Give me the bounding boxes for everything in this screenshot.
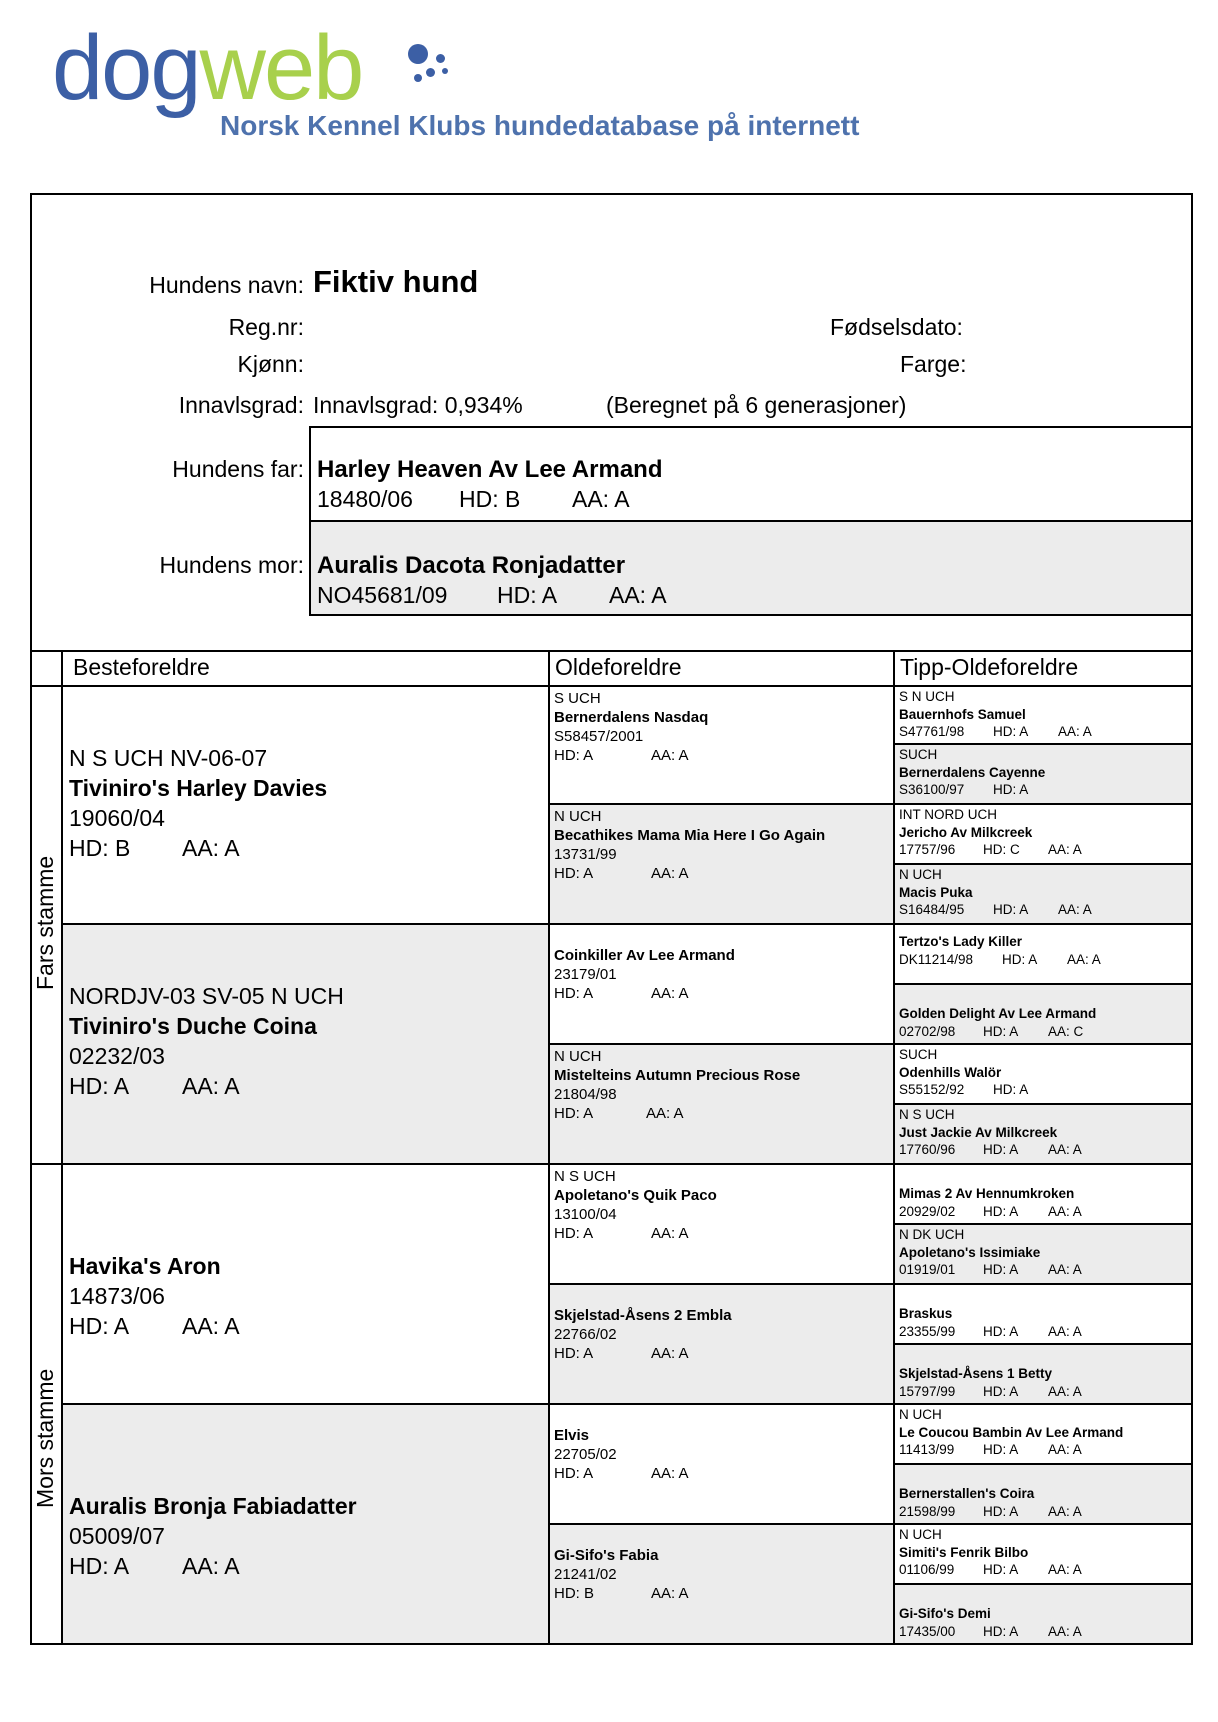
- grandparent-aa: AA: A: [182, 835, 240, 861]
- great2-hd: HD: A: [1002, 951, 1038, 967]
- grandparent-aa: AA: A: [182, 1553, 240, 1579]
- dam-hd: HD: A: [497, 582, 558, 608]
- great2-name: Bauernhofs Samuel: [899, 706, 1026, 722]
- great-title: N S UCH: [554, 1168, 616, 1185]
- sex-label: Kjønn:: [237, 351, 304, 377]
- great-grandparent-cell: [548, 1283, 895, 1405]
- great2-grandparent-cell: [893, 1163, 1193, 1225]
- inbreeding-value: Innavlsgrad: 0,934%: [313, 392, 523, 418]
- name-label: Hundens navn:: [149, 272, 304, 298]
- great2-grandparent-cell: [893, 1403, 1193, 1465]
- dam-aa: AA: A: [609, 582, 667, 608]
- great-aa: AA: A: [651, 865, 689, 882]
- great-name: Bernerdalens Nasdaq: [554, 709, 709, 726]
- great2-grandparent-cell: [893, 1043, 1193, 1105]
- great2-aa: AA: A: [1048, 842, 1082, 857]
- great2-aa: AA: A: [1048, 1323, 1082, 1339]
- great2-title: S N UCH: [899, 689, 955, 704]
- great-title: S UCH: [554, 690, 601, 707]
- dam-label: Hundens mor:: [159, 552, 304, 578]
- great2-reg: 11413/99: [899, 1442, 955, 1457]
- great2-aa: AA: C: [1048, 1023, 1084, 1039]
- great2-aa: AA: A: [1048, 1562, 1082, 1577]
- grandparent-info: [69, 743, 327, 863]
- logo-wordmark: [52, 17, 363, 119]
- great2-hd: HD: A: [993, 902, 1029, 917]
- great-aa: AA: A: [651, 985, 689, 1002]
- great2-grandparent-cell: [893, 1523, 1193, 1585]
- great2-title: INT NORD UCH: [899, 807, 998, 822]
- great2-reg-row: [899, 1203, 1191, 1221]
- great2-reg: 02702/98: [899, 1023, 956, 1039]
- grandparent-cell: [61, 1403, 550, 1645]
- great2-grandparent-cell: [893, 1583, 1193, 1645]
- logo-web: web: [199, 17, 363, 119]
- grandparent-name: Havika's Aron: [69, 1253, 221, 1279]
- great-reg: 13100/04: [554, 1206, 617, 1223]
- great2-hd: HD: A: [983, 1442, 1019, 1457]
- great-health: [554, 1464, 893, 1483]
- great-grandparent-cell: [548, 1163, 895, 1285]
- great2-hd: HD: A: [993, 1082, 1029, 1097]
- great-health: [554, 746, 893, 765]
- great-reg: 21241/02: [554, 1566, 617, 1583]
- great-health: [554, 1344, 893, 1363]
- great2-reg: S47761/98: [899, 724, 965, 739]
- great2-reg: 01106/99: [899, 1562, 955, 1577]
- great2-grandparent-cell: [893, 1343, 1193, 1405]
- great2-reg: 15797/99: [899, 1383, 956, 1399]
- great-name: Mistelteins Autumn Precious Rose: [554, 1067, 801, 1084]
- great2-hd: HD: A: [983, 1262, 1019, 1277]
- dam-reg: NO45681/09: [317, 582, 448, 608]
- great2-reg-row: [899, 723, 1191, 741]
- great2-aa: AA: A: [1058, 902, 1092, 917]
- great-name: Elvis: [554, 1427, 590, 1444]
- grandparent-title: NORDJV-03 SV-05 N UCH: [69, 983, 344, 1009]
- great2-reg-row: [899, 1261, 1191, 1279]
- great2-title: N UCH: [899, 1527, 942, 1542]
- great2-hd: HD: A: [983, 1383, 1019, 1399]
- great-grandparent-cell: [548, 923, 895, 1045]
- reg-label: Reg.nr:: [228, 314, 304, 340]
- great-grandparent-cell: [548, 685, 895, 805]
- grandparent-name: Tiviniro's Harley Davies: [69, 775, 328, 801]
- header-great: Oldeforeldre: [548, 650, 895, 687]
- logo-dots-icon: [402, 40, 462, 90]
- great2-reg-row: [899, 1503, 1191, 1521]
- grandparent-reg: 19060/04: [69, 805, 165, 831]
- great2-name: Just Jackie Av Milkcreek: [899, 1124, 1058, 1140]
- grandparent-hd: HD: A: [69, 1313, 130, 1339]
- great-hd: HD: A: [554, 1465, 594, 1482]
- great2-grandparent-cell: [893, 803, 1193, 865]
- great2-reg: 20929/02: [899, 1203, 956, 1219]
- great2-grandparent-cell: [893, 1103, 1193, 1165]
- birth-label: Fødselsdato:: [830, 314, 963, 340]
- great-reg: 23179/01: [554, 966, 617, 983]
- logo-dog: dog: [52, 17, 200, 119]
- great2-reg: S36100/97: [899, 782, 965, 797]
- grandparent-health: [69, 833, 327, 863]
- grandparent-cell: [61, 1163, 550, 1405]
- great2-aa: AA: A: [1067, 951, 1101, 967]
- great2-reg-row: [899, 1383, 1191, 1401]
- great2-name: Bernerstallen's Coira: [899, 1486, 1035, 1501]
- great-name: Coinkiller Av Lee Armand: [554, 947, 735, 964]
- grandparent-hd: HD: A: [69, 1553, 130, 1579]
- inbreeding-label: Innavlsgrad:: [178, 392, 304, 418]
- grandparent-cell: [61, 685, 550, 925]
- grandparent-health: [69, 1311, 240, 1341]
- great2-name: Gi-Sifo's Demi: [899, 1606, 991, 1621]
- dam-line-label: Mors stamme: [32, 1368, 58, 1508]
- grandparent-reg: 02232/03: [69, 1043, 165, 1069]
- great2-title: SUCH: [899, 747, 938, 762]
- grandparent-cell: [61, 923, 550, 1165]
- great2-grandparent-cell: [893, 1223, 1193, 1285]
- header-spacer: [30, 650, 63, 687]
- great-grandparent-cell: [548, 1403, 895, 1525]
- great2-reg-row: [899, 1323, 1191, 1341]
- great2-name: Mimas 2 Av Hennumkroken: [899, 1186, 1075, 1201]
- great2-reg: 17757/96: [899, 842, 956, 857]
- great2-reg: S55152/92: [899, 1082, 965, 1097]
- great2-reg-row: [899, 1561, 1191, 1579]
- great-hd: HD: A: [554, 747, 594, 764]
- great-aa: AA: A: [651, 747, 689, 764]
- great2-hd: HD: A: [983, 1562, 1019, 1577]
- grandparent-info: [69, 1251, 240, 1341]
- great2-grandparent-cell: [893, 743, 1193, 805]
- great-health: [554, 1584, 893, 1603]
- great2-reg-row: [899, 1023, 1191, 1041]
- grandparent-aa: AA: A: [182, 1073, 240, 1099]
- sire-label: Hundens far:: [172, 456, 304, 482]
- great-title: N UCH: [554, 1048, 602, 1065]
- great2-aa: AA: A: [1048, 1203, 1082, 1219]
- great2-hd: HD: A: [983, 1323, 1019, 1339]
- great2-title: SUCH: [899, 1047, 938, 1062]
- sire-aa: AA: A: [572, 486, 630, 512]
- grandparent-name: Tiviniro's Duche Coina: [69, 1013, 317, 1039]
- great2-aa: AA: A: [1048, 1503, 1082, 1519]
- great2-reg-row: [899, 1141, 1191, 1159]
- great2-reg-row: [899, 1441, 1191, 1459]
- header-grandparents: Besteforeldre: [61, 650, 550, 687]
- color-label: Farge:: [900, 351, 967, 377]
- great2-aa: AA: A: [1048, 1383, 1082, 1399]
- great-reg: S58457/2001: [554, 728, 644, 745]
- great-hd: HD: A: [554, 1345, 594, 1362]
- great2-hd: HD: A: [983, 1203, 1019, 1219]
- great2-grandparent-cell: [893, 1463, 1193, 1525]
- great-health: [554, 1104, 893, 1123]
- great-health: [554, 984, 893, 1003]
- great-name: Becathikes Mama Mia Here I Go Again: [554, 827, 826, 844]
- great-hd: HD: A: [554, 1105, 594, 1122]
- great2-title: N DK UCH: [899, 1227, 965, 1242]
- grandparent-info: [69, 1491, 357, 1581]
- great2-hd: HD: A: [983, 1142, 1019, 1157]
- great2-name: Golden Delight Av Lee Armand: [899, 1006, 1097, 1021]
- great-aa: AA: A: [651, 1465, 689, 1482]
- great2-reg-row: [899, 1623, 1191, 1641]
- great2-reg-row: [899, 951, 1191, 969]
- header-great2: Tipp-Oldeforeldre: [893, 650, 1193, 687]
- great2-hd: HD: C: [983, 842, 1020, 857]
- great2-hd: HD: A: [983, 1023, 1019, 1039]
- great2-grandparent-cell: [893, 1283, 1193, 1345]
- great-reg: 13731/99: [554, 846, 617, 863]
- great-aa: AA: A: [651, 1345, 689, 1362]
- great-aa: AA: A: [651, 1225, 689, 1242]
- great2-reg: 23355/99: [899, 1323, 956, 1339]
- great2-reg: DK11214/98: [899, 951, 974, 967]
- great2-name: Jericho Av Milkcreek: [899, 824, 1033, 840]
- great2-name: Skjelstad-Åsens 1 Betty: [899, 1366, 1053, 1381]
- sire-hd: HD: B: [459, 486, 521, 512]
- great2-reg: S16484/95: [899, 902, 965, 917]
- great2-name: Bernerdalens Cayenne: [899, 764, 1046, 780]
- great-reg: 22766/02: [554, 1326, 617, 1343]
- great2-reg-row: [899, 781, 1191, 799]
- grandparent-hd: HD: B: [69, 835, 131, 861]
- great2-name: Odenhills Walör: [899, 1064, 1002, 1080]
- grandparent-health: [69, 1071, 344, 1101]
- great-name: Gi-Sifo's Fabia: [554, 1547, 659, 1564]
- great-health: [554, 864, 893, 883]
- great-hd: HD: A: [554, 1225, 594, 1242]
- great2-grandparent-cell: [893, 863, 1193, 925]
- great2-aa: AA: A: [1048, 1623, 1082, 1639]
- grandparent-health: [69, 1551, 357, 1581]
- great2-aa: AA: A: [1048, 1442, 1082, 1457]
- great-reg: 22705/02: [554, 1446, 617, 1463]
- dam-name: Auralis Dacota Ronjadatter: [317, 552, 626, 579]
- grandparent-info: [69, 981, 344, 1101]
- great2-name: Le Coucou Bambin Av Lee Armand: [899, 1424, 1124, 1440]
- great2-title: N S UCH: [899, 1107, 955, 1122]
- great2-aa: AA: A: [1048, 1262, 1082, 1277]
- grandparent-reg: 05009/07: [69, 1523, 165, 1549]
- great-name: Skjelstad-Åsens 2 Embla: [554, 1307, 732, 1324]
- sire-box: [309, 426, 1193, 522]
- great-title: N UCH: [554, 808, 602, 825]
- sire-name: Harley Heaven Av Lee Armand: [317, 456, 663, 483]
- great2-title: N UCH: [899, 1407, 942, 1422]
- great2-hd: HD: A: [983, 1623, 1019, 1639]
- great2-hd: HD: A: [993, 724, 1029, 739]
- great-hd: HD: A: [554, 865, 594, 882]
- great2-grandparent-cell: [893, 983, 1193, 1045]
- grandparent-reg: 14873/06: [69, 1283, 165, 1309]
- great2-reg-row: [899, 901, 1191, 919]
- great2-hd: HD: A: [993, 782, 1029, 797]
- great2-aa: AA: A: [1048, 1142, 1082, 1157]
- dog-name: Fiktiv hund: [313, 264, 479, 299]
- great2-hd: HD: A: [983, 1503, 1019, 1519]
- great2-name: Simiti's Fenrik Bilbo: [899, 1544, 1029, 1560]
- grandparent-name: Auralis Bronja Fabiadatter: [69, 1493, 357, 1519]
- great2-reg: 17435/00: [899, 1623, 956, 1639]
- dam-box: [309, 520, 1193, 616]
- great2-reg: 21598/99: [899, 1503, 956, 1519]
- great2-reg-row: [899, 1081, 1191, 1099]
- great-reg: 21804/98: [554, 1086, 617, 1103]
- great-grandparent-cell: [548, 1523, 895, 1645]
- great-grandparent-cell: [548, 1043, 895, 1165]
- great2-grandparent-cell: [893, 923, 1193, 985]
- sire-line-label: Fars stamme: [32, 855, 58, 990]
- great2-reg: 17760/96: [899, 1142, 956, 1157]
- great-hd: HD: B: [554, 1585, 595, 1602]
- great2-name: Tertzo's Lady Killer: [899, 934, 1022, 949]
- sire-info: [317, 486, 630, 513]
- great-name: Apoletano's Quik Paco: [554, 1187, 717, 1204]
- great2-reg: 01919/01: [899, 1262, 956, 1277]
- great2-name: Braskus: [899, 1306, 953, 1321]
- great-health: [554, 1224, 893, 1243]
- great2-name: Apoletano's Issimiake: [899, 1244, 1041, 1260]
- grandparent-title: N S UCH NV-06-07: [69, 745, 268, 771]
- great-aa: AA: A: [651, 1585, 689, 1602]
- great2-aa: AA: A: [1058, 724, 1092, 739]
- inbreeding-note: (Beregnet på 6 generasjoner): [606, 392, 907, 418]
- grandparent-hd: HD: A: [69, 1073, 130, 1099]
- great2-grandparent-cell: [893, 685, 1193, 745]
- grandparent-aa: AA: A: [182, 1313, 240, 1339]
- logo-subtitle: Norsk Kennel Klubs hundedatabase på internett: [220, 110, 860, 141]
- dam-info: [317, 582, 667, 609]
- great2-title: N UCH: [899, 867, 942, 882]
- great-aa: AA: A: [646, 1105, 684, 1122]
- great-hd: HD: A: [554, 985, 594, 1002]
- great2-reg-row: [899, 841, 1191, 859]
- great2-name: Macis Puka: [899, 884, 973, 900]
- sire-reg: 18480/06: [317, 486, 413, 512]
- great-grandparent-cell: [548, 803, 895, 925]
